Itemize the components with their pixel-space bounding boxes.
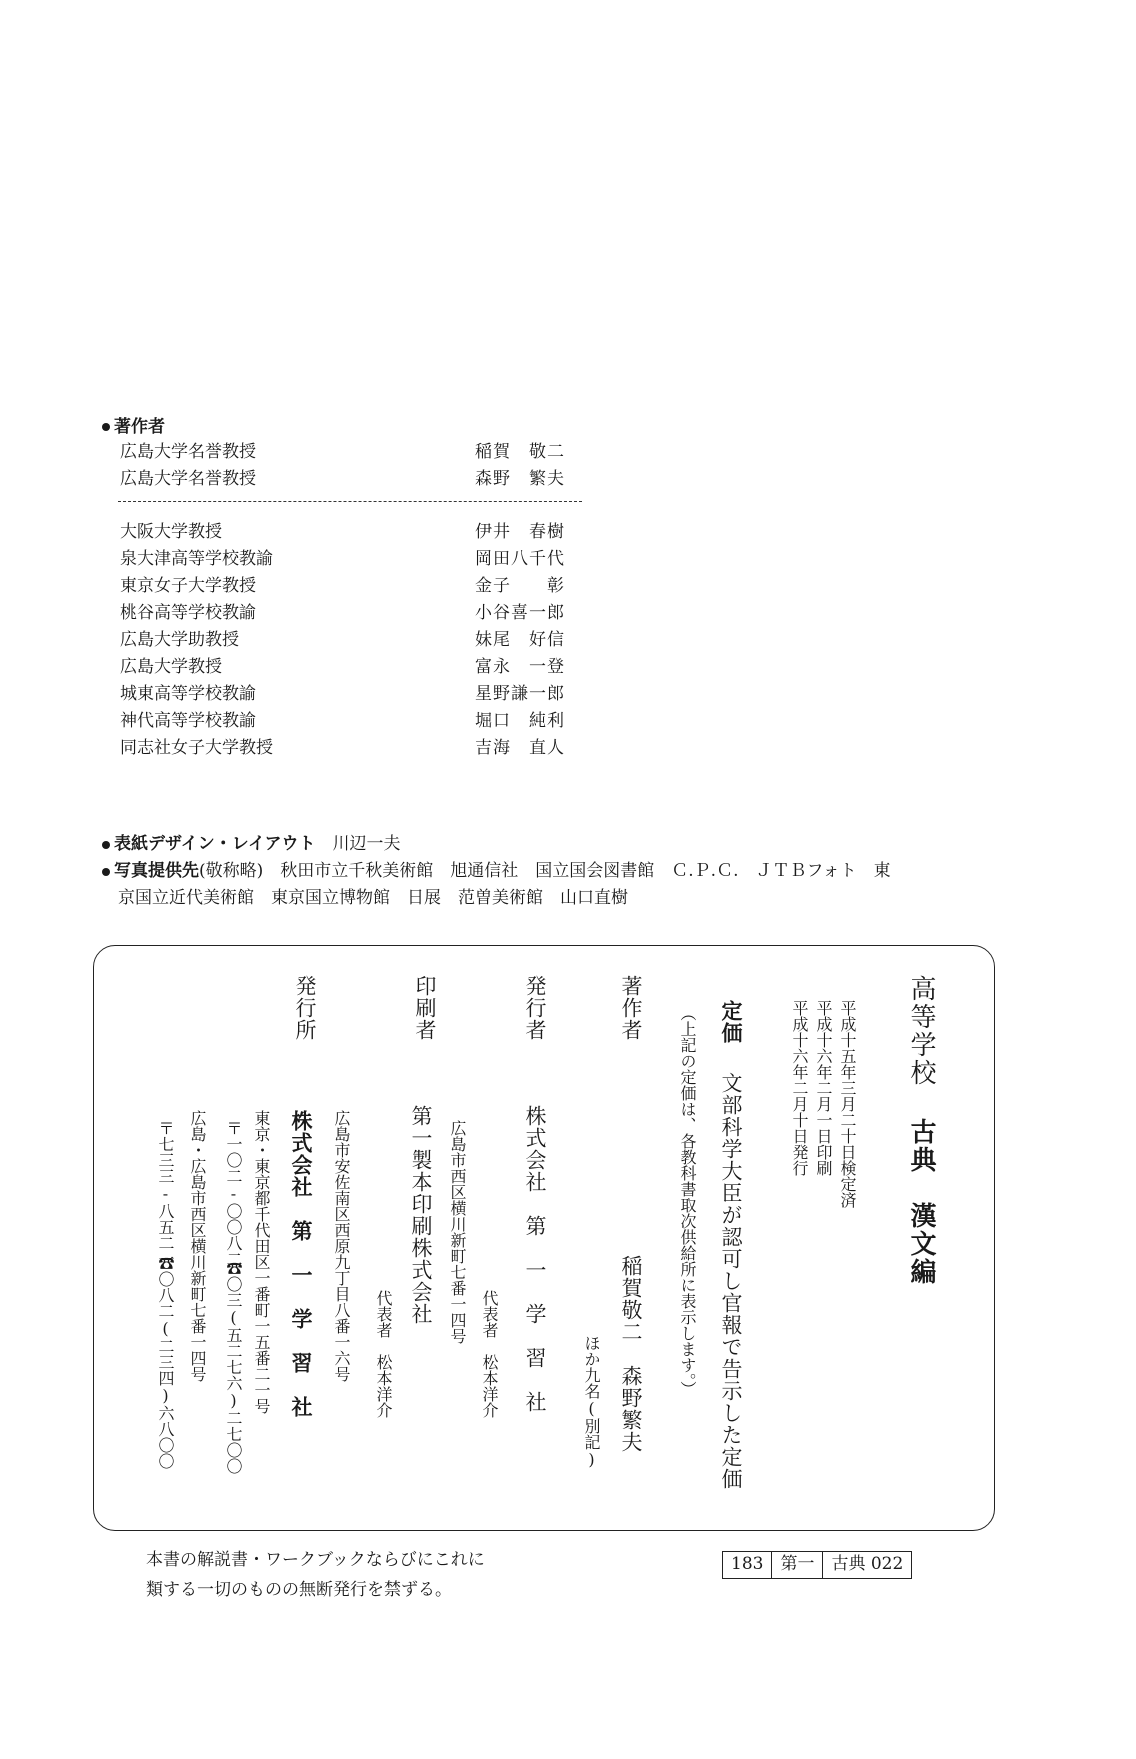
- author-names: 稲賀敬二 森野繁夫: [619, 1255, 643, 1453]
- hiroshima-address: 広島・広島市西区横川新町七番一四号: [188, 1110, 207, 1382]
- design-name: 川辺一夫: [332, 834, 401, 854]
- textbook-code-box: [722, 1551, 912, 1579]
- author-name: 岡田八千代: [475, 549, 565, 569]
- printer-rep: 代表者 松本洋介: [374, 1290, 393, 1418]
- photo-credit-line2: 京国立近代美術館 東京国立博物館 日展 范曽美術館 山口直樹: [118, 888, 628, 908]
- author-name: 小谷喜一郎: [475, 603, 565, 623]
- author-affiliation: 広島大学助教授: [120, 630, 239, 650]
- author-affiliation: 東京女子大学教授: [120, 576, 256, 596]
- printer-address: 広島市西区横川新町七番一四号: [448, 1120, 467, 1344]
- author-name: 富永 一登: [475, 657, 565, 677]
- colophon-date-print: 平成十六年二月一日印刷: [814, 1000, 833, 1176]
- printer-label: 印刷者: [413, 975, 437, 1041]
- author-name: 稲賀 敬二: [475, 442, 565, 462]
- author-affiliation: 広島大学名誉教授: [120, 442, 256, 462]
- hiroshima-phone: ☎〇八二(二三四)六八〇〇: [156, 1255, 175, 1469]
- tokyo-phone: ☎〇三(五二七六)二七〇〇: [224, 1260, 243, 1474]
- author-affiliation: 広島大学教授: [120, 657, 222, 677]
- author-name: 金子 彰: [475, 576, 565, 596]
- colophon-title-line1: 高等学校: [906, 975, 936, 1087]
- hiroshima-postal: 〒七三三-八五二一: [156, 1120, 175, 1267]
- tokyo-postal: 〒一〇二-〇〇八二: [224, 1120, 243, 1267]
- notice-line2: 類する一切のものの無断発行を禁ずる。: [146, 1580, 452, 1600]
- bullet-icon: [102, 868, 110, 876]
- dashed-divider: [118, 501, 582, 502]
- author-row: [120, 520, 580, 544]
- copyright-notice: [146, 1545, 485, 1605]
- author-row: [120, 440, 580, 464]
- publisher-label: 発行者: [523, 975, 547, 1041]
- office-address: 広島市安佐南区西原九丁目八番一六号: [332, 1110, 351, 1382]
- photo-note: (敬称略): [199, 861, 264, 881]
- photo-label: 写真提供先: [114, 861, 199, 881]
- price-label: 定価: [719, 1000, 743, 1044]
- publisher-name: 株式会社 第 一 学 習 社: [523, 1105, 547, 1413]
- price-text: 文部科学大臣が認可し官報で告示した定価: [719, 1072, 743, 1490]
- design-label: 表紙デザイン・レイアウト: [114, 834, 316, 854]
- printer-name: 第一製本印刷株式会社: [409, 1105, 433, 1325]
- author-affiliation: 同志社女子大学教授: [120, 738, 273, 758]
- photo-credit: [102, 858, 1002, 884]
- author-row: [120, 682, 580, 706]
- colophon-date-publish: 平成十六年二月十日発行: [790, 1000, 809, 1176]
- author-row: [120, 547, 580, 571]
- author-label: 著作者: [619, 975, 643, 1041]
- office-name: 株式会社 第 一 学 習 社: [289, 1110, 313, 1418]
- tokyo-address: 東京・東京都千代田区一番町一五番二一号: [252, 1110, 271, 1414]
- photo-line1: 秋田市立千秋美術館 旭通信社 国立国会図書館 Ｃ.Ｐ.Ｃ. ＪＴＢフォト 東: [280, 861, 891, 881]
- author-name: 森野 繁夫: [475, 469, 565, 489]
- author-row: [120, 628, 580, 652]
- code-number: 183: [723, 1552, 772, 1578]
- author-affiliation: 神代高等学校教諭: [120, 711, 256, 731]
- author-row: [120, 601, 580, 625]
- colophon-title-line2: 古典 漢文編: [906, 1118, 936, 1286]
- code-title: 古典 022: [831, 1554, 904, 1574]
- author-affiliation: 大阪大学教授: [120, 522, 222, 542]
- author-row: [120, 467, 580, 491]
- authors-heading: [102, 412, 165, 437]
- author-name: 星野謙一郎: [475, 684, 565, 704]
- notice-line1: 本書の解説書・ワークブックならびにこれに: [146, 1550, 485, 1570]
- author-affiliation: 城東高等学校教諭: [120, 684, 256, 704]
- author-name: 伊井 春樹: [475, 522, 565, 542]
- author-affiliation: 桃谷高等学校教諭: [120, 603, 256, 623]
- author-row: [120, 736, 580, 760]
- bullet-icon: [102, 841, 110, 849]
- author-name: 堀口 純利: [475, 711, 565, 731]
- price-note: （上記の定価は、各教科書取次供給所に表示します。）: [678, 1005, 697, 1397]
- design-credit: [102, 831, 400, 857]
- author-name: 妹尾 好信: [475, 630, 565, 650]
- bullet-icon: [102, 423, 110, 431]
- author-name: 吉海 直人: [475, 738, 565, 758]
- publisher-rep: 代表者 松本洋介: [480, 1290, 499, 1418]
- code-publisher: 第一: [772, 1552, 823, 1578]
- author-others: ほか九名(別記): [582, 1335, 601, 1469]
- office-label: 発行所: [293, 975, 317, 1041]
- author-row: [120, 709, 580, 733]
- authors-heading-text: 著作者: [114, 417, 165, 437]
- colophon-date-approval: 平成十五年三月二十日検定済: [838, 1000, 857, 1208]
- author-affiliation: 泉大津高等学校教諭: [120, 549, 273, 569]
- author-affiliation: 広島大学名誉教授: [120, 469, 256, 489]
- author-row: [120, 574, 580, 598]
- author-row: [120, 655, 580, 679]
